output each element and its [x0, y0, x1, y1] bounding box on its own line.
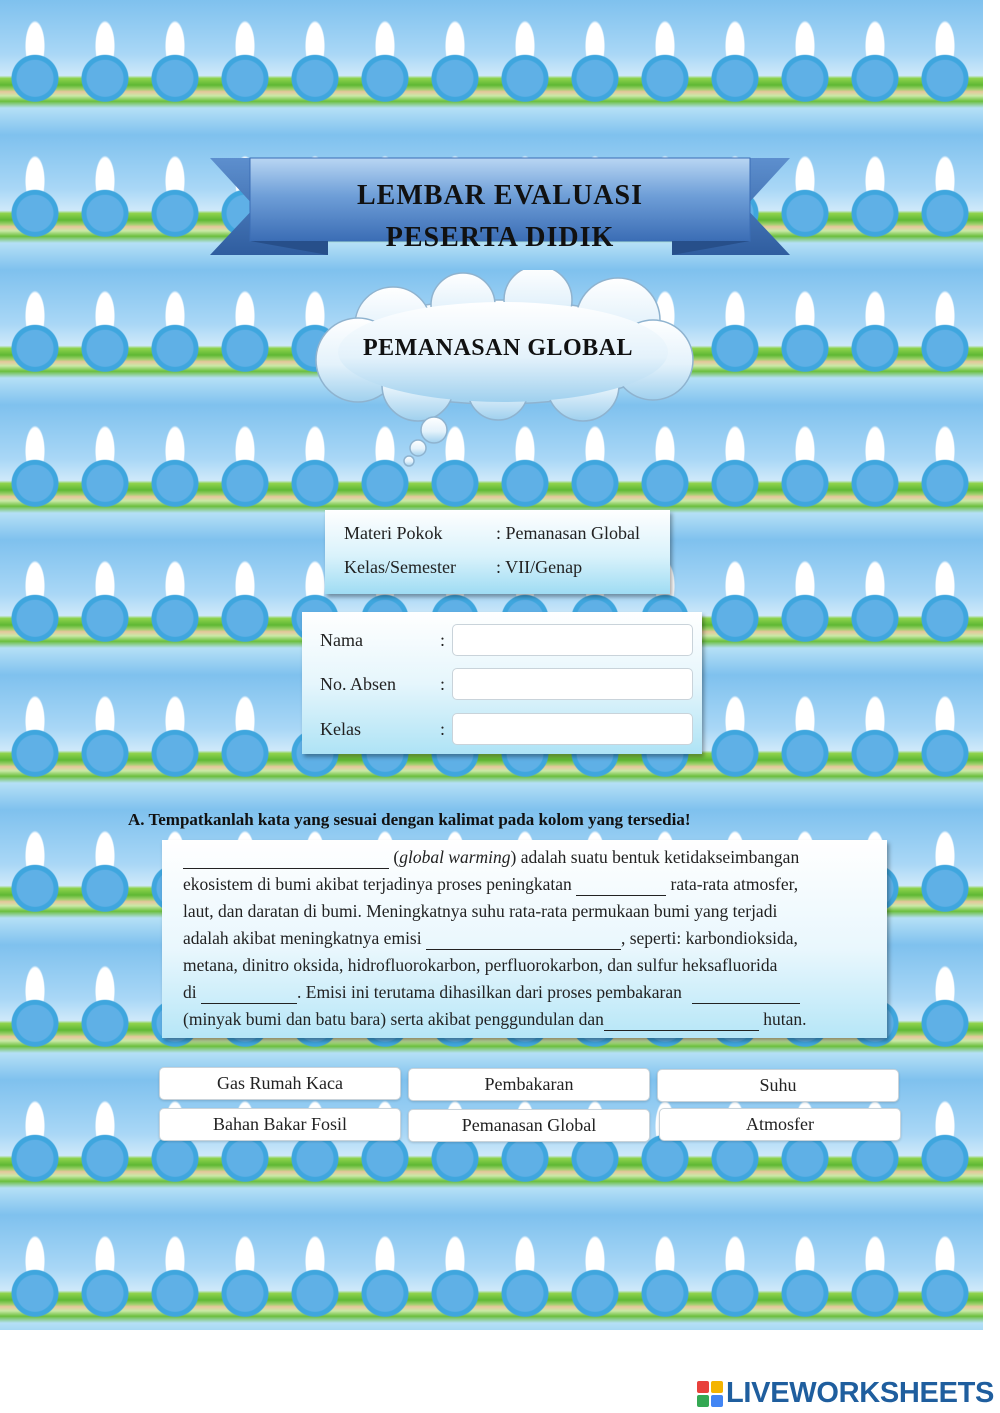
paragraph-line-5: [183, 955, 777, 976]
topic-title: PEMANASAN GLOBAL: [362, 335, 634, 361]
no-absen-label: No. Absen: [320, 674, 396, 694]
paragraph-line-4: [183, 928, 798, 950]
word-gas-rumah-kaca[interactable]: Gas Rumah Kaca: [159, 1067, 401, 1100]
line-4-b: , seperti: karbondioksida,: [620, 928, 798, 948]
line-7-a: (minyak bumi dan batu bara) serta akibat penggundulan dan: [183, 1009, 604, 1029]
section-a-instruction: A. Tempatkanlah kata yang sesuai dengan kalimat pada kolom yang tersedia!: [128, 810, 691, 829]
line-5: metana, dinitro oksida, hidrofluorokarbon, perfluorokarbon, dan sulfur heksafluorida: [183, 955, 778, 975]
nama-input[interactable]: [452, 624, 693, 656]
no-absen-input[interactable]: [452, 668, 693, 700]
kelas-input[interactable]: [452, 713, 693, 745]
global-warming-italic: global warming: [399, 847, 511, 867]
line-2-b: rata-rata atmosfer,: [670, 874, 799, 894]
nama-label: Nama: [320, 630, 363, 650]
answer-blank-3[interactable]: [426, 931, 621, 950]
title-banner: [210, 155, 790, 270]
liveworksheets-logo: [697, 1376, 994, 1410]
line-4-a: adalah akibat meningkatnya emisi: [183, 928, 422, 948]
line-7-b: hutan.: [763, 1009, 807, 1029]
paragraph-line-2: [183, 874, 798, 896]
materi-label: Materi Pokok: [344, 523, 443, 543]
line-1-rest: ) adalah suatu bentuk ketidakseimbangan: [510, 847, 800, 867]
answer-blank-5[interactable]: [692, 985, 800, 1004]
line-6-b: . Emisi ini terutama dihasilkan dari proses pembakaran: [297, 982, 682, 1002]
topic-cloud: [298, 270, 708, 470]
paragraph-line-3: [183, 901, 777, 922]
word-pembakaran[interactable]: Pembakaran: [408, 1068, 650, 1101]
paren-open: (: [393, 847, 400, 867]
answer-blank-2[interactable]: [576, 877, 666, 896]
fill-in-paragraph-box: [162, 840, 887, 1038]
banner-line-1: LEMBAR EVALUASI: [357, 180, 643, 211]
kelas-semester-value: : VII/Genap: [496, 557, 583, 577]
logo-text: LIVEWORKSHEETS: [726, 1376, 995, 1409]
answer-blank-6[interactable]: [604, 1012, 759, 1031]
answer-blank-1[interactable]: [183, 850, 389, 869]
kelas-colon: :: [440, 719, 446, 739]
banner-line-2: PESERTA DIDIK: [385, 222, 615, 253]
no-absen-row: [320, 668, 696, 702]
nama-colon: :: [440, 630, 446, 650]
identity-box: [302, 612, 702, 754]
kelas-label: Kelas: [320, 719, 361, 739]
no-absen-colon: :: [440, 674, 446, 694]
line-3: laut, dan daratan di bumi. Meningkatnya suhu rata-rata permukaan bumi yang terjadi: [183, 901, 778, 921]
kelas-semester-label: Kelas/Semester: [344, 557, 456, 577]
logo-mark-icon: [697, 1380, 724, 1407]
info-box: [325, 510, 670, 594]
paragraph-line-7: [183, 1009, 806, 1031]
kelas-row: [320, 713, 696, 747]
materi-value: : Pemanasan Global: [496, 523, 640, 543]
word-suhu[interactable]: Suhu: [657, 1069, 899, 1102]
line-2-a: ekosistem di bumi akibat terjadinya proses peningkatan: [183, 874, 572, 894]
cloud-shape: [298, 270, 708, 470]
paragraph-line-6: [183, 982, 800, 1004]
word-bahan-bakar-fosil[interactable]: Bahan Bakar Fosil: [159, 1108, 401, 1141]
line-6-a: di: [183, 982, 197, 1002]
answer-blank-4[interactable]: [201, 985, 297, 1004]
nama-row: [320, 624, 696, 658]
paragraph-line-1: [183, 847, 799, 869]
word-pemanasan-global[interactable]: Pemanasan Global: [408, 1109, 650, 1142]
word-atmosfer[interactable]: Atmosfer: [659, 1108, 901, 1141]
